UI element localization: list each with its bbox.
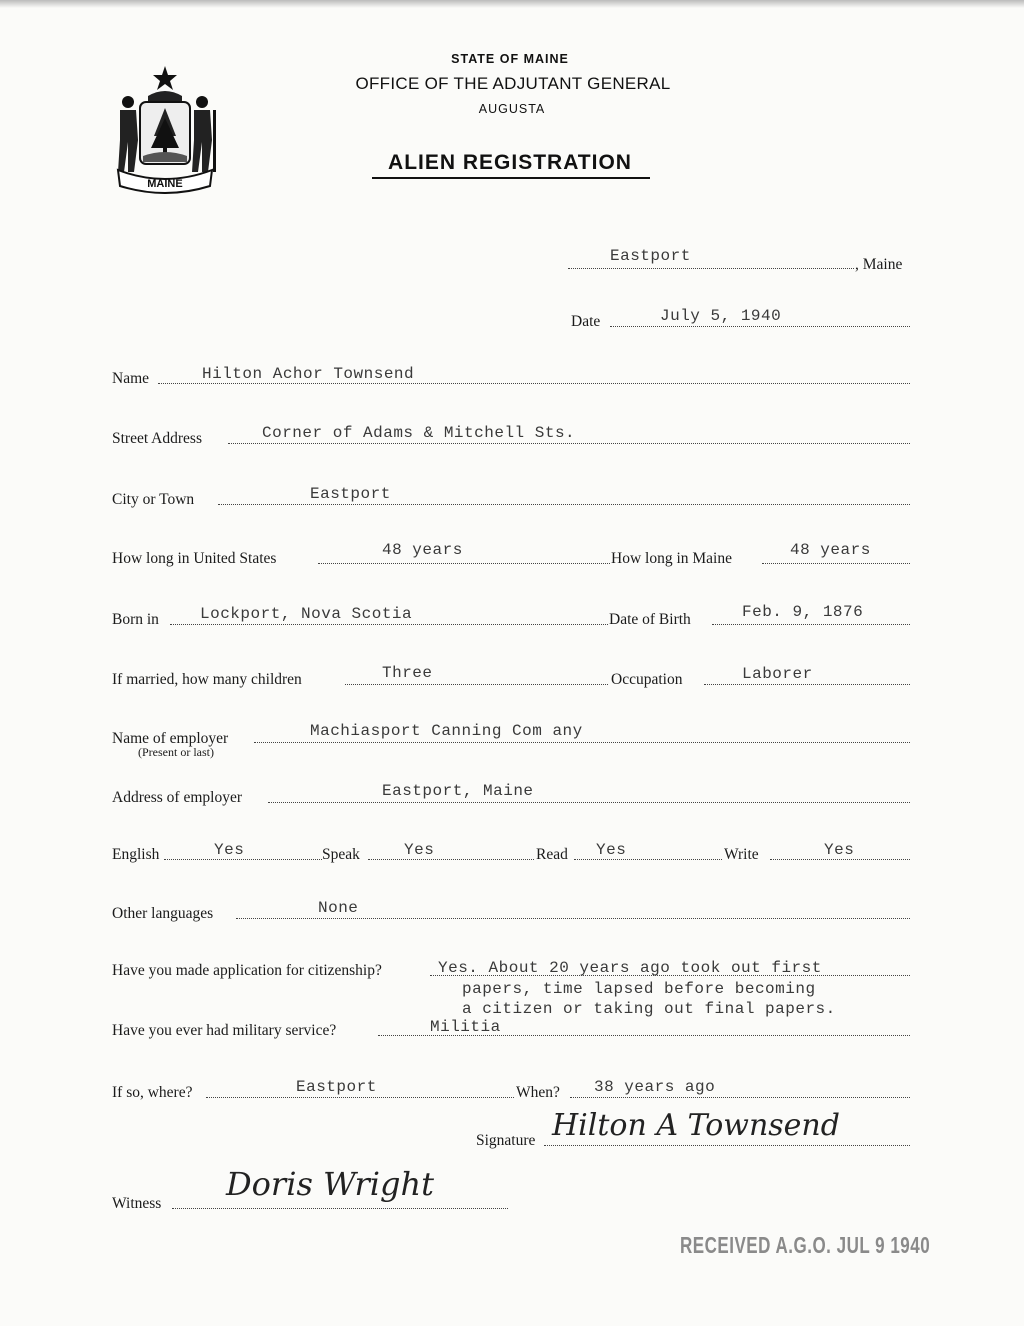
seal-banner-text: MAINE [147, 178, 183, 190]
read-value: Yes [596, 841, 627, 859]
other-languages-line [236, 918, 910, 919]
occupation-label: Occupation [611, 671, 683, 688]
maine-duration-value: 48 years [790, 541, 871, 559]
maine-duration-line [762, 563, 910, 564]
born-in-label: Born in [112, 611, 159, 628]
received-stamp: RECEIVED A.G.O. JUL 9 1940 [680, 1232, 931, 1259]
dob-value: Feb. 9, 1876 [742, 603, 864, 621]
citizenship-line-3: a citizen or taking out final papers. [462, 1000, 836, 1018]
maine-state-seal-icon [110, 62, 220, 194]
name-line [158, 383, 910, 384]
employer-address-label: Address of employer [112, 789, 242, 806]
citizenship-line-2: papers, time lapsed before becoming [462, 980, 816, 998]
location-line [568, 268, 854, 269]
occupation-value: Laborer [742, 665, 813, 683]
employer-line [254, 742, 910, 743]
english-line [164, 859, 322, 860]
other-languages-label: Other languages [112, 905, 214, 922]
employer-address-value: Eastport, Maine [382, 782, 534, 800]
military-label: Have you ever had military service? [112, 1022, 337, 1039]
born-in-value: Lockport, Nova Scotia [200, 605, 413, 623]
scan-edge [0, 0, 1024, 8]
when-label: When? [516, 1084, 560, 1101]
children-label: If married, how many children [112, 671, 302, 688]
where-line [206, 1097, 514, 1098]
write-value: Yes [824, 841, 855, 859]
maine-duration-label: How long in Maine [611, 550, 732, 567]
citizenship-label: Have you made application for citizenship? [112, 962, 382, 979]
read-label: Read [536, 846, 568, 863]
street-line [228, 443, 910, 444]
english-value: Yes [214, 841, 245, 859]
us-duration-value: 48 years [382, 541, 463, 559]
signature-line [544, 1145, 910, 1146]
header-state: STATE OF MAINE [451, 52, 569, 66]
speak-value: Yes [404, 841, 435, 859]
employer-address-line [268, 802, 910, 803]
name-label: Name [112, 370, 150, 387]
us-duration-line [318, 563, 610, 564]
signature-label: Signature [476, 1132, 536, 1149]
children-value: Three [382, 664, 433, 682]
english-label: English [112, 846, 160, 863]
street-value: Corner of Adams & Mitchell Sts. [262, 424, 576, 442]
dob-line [712, 624, 910, 625]
date-label: Date [571, 313, 601, 330]
city-label: City or Town [112, 491, 195, 508]
military-value: Militia [430, 1018, 501, 1036]
employer-value: Machiasport Canning Com any [310, 722, 583, 740]
witness-label: Witness [112, 1195, 162, 1212]
header-office: OFFICE OF THE ADJUTANT GENERAL [355, 74, 671, 93]
dob-label: Date of Birth [609, 611, 691, 628]
date-line [610, 326, 910, 327]
witness-value: Doris Wright [226, 1165, 434, 1203]
write-label: Write [724, 846, 759, 863]
citizenship-line-1: Yes. About 20 years ago took out first [438, 959, 822, 977]
name-value: Hilton Achor Townsend [202, 365, 415, 383]
occupation-line [704, 684, 910, 685]
when-value: 38 years ago [594, 1078, 716, 1096]
us-duration-label: How long in United States [112, 550, 277, 567]
location-value: Eastport [610, 247, 691, 265]
children-line [345, 684, 608, 685]
where-label: If so, where? [112, 1084, 193, 1101]
location-suffix: , Maine [855, 256, 903, 273]
speak-line [368, 859, 534, 860]
title-underline [372, 177, 650, 179]
employer-label: Name of employer [112, 730, 229, 747]
read-line [574, 859, 722, 860]
signature-value: Hilton A Townsend [552, 1108, 840, 1143]
witness-line [172, 1208, 508, 1209]
other-languages-value: None [318, 899, 359, 917]
when-line [570, 1097, 910, 1098]
form-title: ALIEN REGISTRATION [388, 151, 632, 174]
street-label: Street Address [112, 430, 202, 447]
header-city: AUGUSTA [478, 102, 546, 116]
date-value: July 5, 1940 [660, 307, 782, 325]
city-value: Eastport [310, 485, 391, 503]
write-line [770, 859, 910, 860]
employer-sublabel: (Present or last) [138, 745, 214, 759]
born-in-line [170, 624, 608, 625]
where-value: Eastport [296, 1078, 377, 1096]
speak-label: Speak [322, 846, 360, 863]
city-line [218, 504, 910, 505]
